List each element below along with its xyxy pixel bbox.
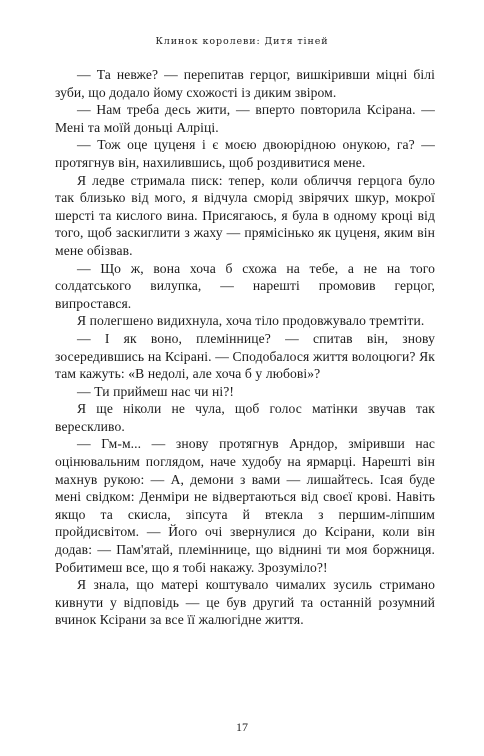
paragraph: Я полегшено видихнула, хоча тіло продовжувало тремтіти. (77, 313, 425, 329)
paragraph: — Що ж, вона хоча б схожа на тебе, а не на того солдатського вилупка, — нарешті промовив герцог, випростався. (55, 260, 435, 311)
paragraph: — Та невже? — перепитав герцог, вишкіривши міцні білі зуби, що додало йому схожості із диким звіром. (55, 67, 435, 100)
page-number: 17 (236, 720, 248, 734)
paragraph: — Ти приймеш нас чи ні?! (77, 383, 235, 399)
paragraph: — Нам треба десь жити, — вперто повторила Ксірана. — Мені та моїй доньці Алріці. (55, 102, 435, 135)
paragraph: Я ледве стримала писк: тепер, коли обличчя герцога було так близько від мого, я відчула сморід звірячих шкур, мокрої шерсті та кислого вина. Присягаюсь, я була в одному кроці від того, щоб заскиглити з жаху — прямісінько як цуценя, яким він мене обізвав. (55, 172, 435, 258)
paragraph: — Тож оце цуценя і є моєю двоюрідною онукою, га? — протягнув він, нахилившись, щоб роздивитися мене. (55, 137, 435, 170)
body-text (55, 66, 435, 629)
paragraph: Я знала, що матері коштувало чималих зусиль стримано кивнути у відповідь — це був другий та останній розумний вчинок Ксірани за все її жалюгідне життя. (55, 577, 435, 628)
paragraph: — Гм-м... — знову протягнув Арндор, зміривши нас оцінювальним поглядом, наче худобу на ярмарці. Нарешті він махнув рукою: — А, демони з вами — лишайтесь. Ісая буде мені свідком: Денміри не відвертаються від своєї крові. Навіть якщо та скисла, зіпсута й втекла з першим-ліпшим пройдисвітом. — Його очі звернулися до Ксірани, коли він додав: — Пам'ятай, племіннице, що віднині ти моя боржниця. Робитимеш все, що я тобі накажу. Зрозуміло?! (55, 436, 435, 575)
running-head: Клинок королеви: Дитя тіней (155, 36, 329, 47)
paragraph: Я ще ніколи не чула, щоб голос матінки звучав так верескливо. (55, 401, 435, 434)
paragraph: — І як воно, племіннице? — спитав він, знову зосередившись на Ксірані. — Сподобалося життя волоцюги? Як там кажуть: «В недолі, але хоча б у любові»? (55, 330, 435, 382)
